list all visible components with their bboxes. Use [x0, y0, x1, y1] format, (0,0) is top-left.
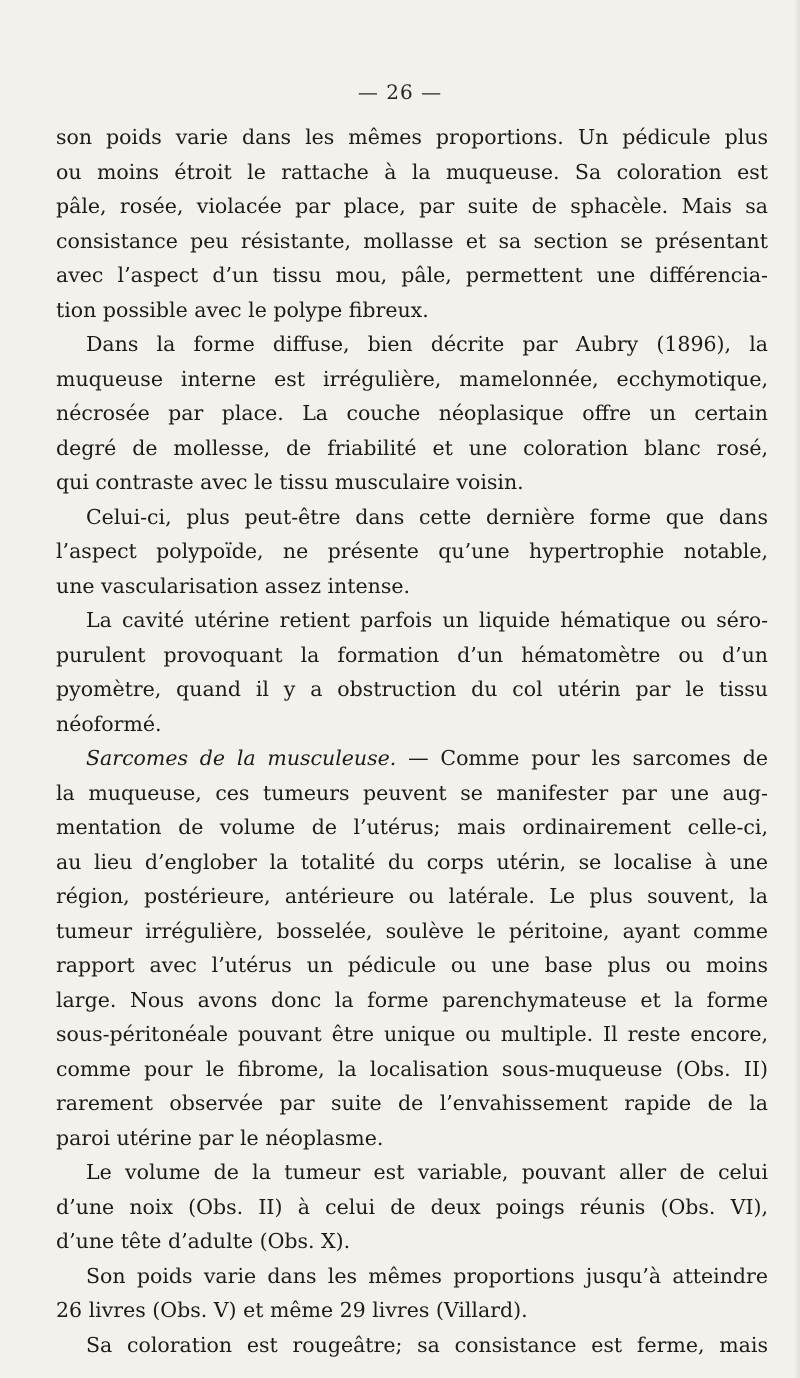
text-line: muqueuse interne est irrégulière, mamelonnée, ecchymotique,	[56, 366, 768, 391]
text-line: tion possible avec le polype fibreux.	[56, 297, 429, 322]
text-line: région, postérieure, antérieure ou latérale. Le plus souvent, la	[56, 884, 768, 908]
text-line: consistance peu résistante, mollasse et sa section se présentant	[56, 228, 768, 253]
body-text	[56, 120, 768, 1362]
text-line	[56, 741, 768, 776]
text-line: avec l’aspect d’un tissu mou, pâle, permettent une différencia-	[56, 263, 768, 287]
text-line: une vascularisation assez intense.	[56, 573, 411, 598]
text-line: rarement observée par suite de l’envahissement rapide de la	[56, 1091, 768, 1115]
text-line: Son poids varie dans les mêmes proportions jusqu’à atteindre	[86, 1263, 768, 1288]
text-line: tumeur irrégulière, bosselée, soulève le péritoine, ayant comme	[56, 918, 768, 943]
text-line: Dans la forme diffuse, bien décrite par Aubry (1896), la	[86, 332, 768, 356]
text-line: au lieu d’englober la totalité du corps utérin, se localise à une	[56, 849, 768, 874]
text-line: paroi utérine par le néoplasme.	[56, 1125, 384, 1150]
text-line: d’une noix (Obs. II) à celui de deux poings réunis (Obs. VI),	[56, 1194, 768, 1219]
text-line: la muqueuse, ces tumeurs peuvent se manifester par une aug-	[56, 780, 768, 805]
text-line: Sa coloration est rougeâtre; sa consistance est ferme, mais	[86, 1332, 768, 1357]
text-line: ou moins étroit le rattache à la muqueuse. Sa coloration est	[56, 159, 768, 184]
text-line: qui contraste avec le tissu musculaire voisin.	[56, 470, 524, 494]
page-edge-shadow	[794, 0, 800, 1378]
text-line: l’aspect polypoïde, ne présente qu’une hypertrophie notable,	[56, 539, 768, 563]
text-line: néoformé.	[56, 711, 162, 736]
section-heading-italic: Sarcomes de la musculeuse.	[86, 746, 397, 770]
text-line: sous-péritonéale pouvant être unique ou multiple. Il reste encore,	[56, 1022, 768, 1046]
text-line: rapport avec l’utérus un pédicule ou une base plus ou moins	[56, 953, 768, 977]
text-line: d’une tête d’adulte (Obs. X).	[56, 1229, 351, 1253]
text-line: purulent provoquant la formation d’un hématomètre ou d’un	[56, 642, 768, 667]
text-line: comme pour le fibrome, la localisation sous-muqueuse (Obs. II)	[56, 1056, 768, 1081]
text-line: degré de mollesse, de friabilité et une coloration blanc rosé,	[56, 435, 768, 460]
text-line: Le volume de la tumeur est variable, pouvant aller de celui	[86, 1160, 768, 1184]
text-line: La cavité utérine retient parfois un liquide hématique ou séro-	[86, 608, 768, 632]
text-line: pyomètre, quand il y a obstruction du col utérin par le tissu	[56, 677, 768, 701]
page-number: — 26 —	[357, 80, 443, 104]
text-line: mentation de volume de l’utérus; mais ordinairement celle-ci,	[56, 815, 768, 839]
text-line: nécrosée par place. La couche néoplasique offre un certain	[56, 401, 768, 425]
text-line: pâle, rosée, violacée par place, par suite de sphacèle. Mais sa	[56, 194, 768, 218]
text-line: 26 livres (Obs. V) et même 29 livres (Villard).	[56, 1298, 528, 1322]
text-line: large. Nous avons donc la forme parenchymateuse et la forme	[56, 987, 768, 1012]
text-line: son poids varie dans les mêmes proportions. Un pédicule plus	[56, 125, 768, 149]
text-line: Celui-ci, plus peut-être dans cette dernière forme que dans	[86, 504, 768, 529]
text-line-content: — Comme pour les sarcomes de	[408, 746, 768, 770]
